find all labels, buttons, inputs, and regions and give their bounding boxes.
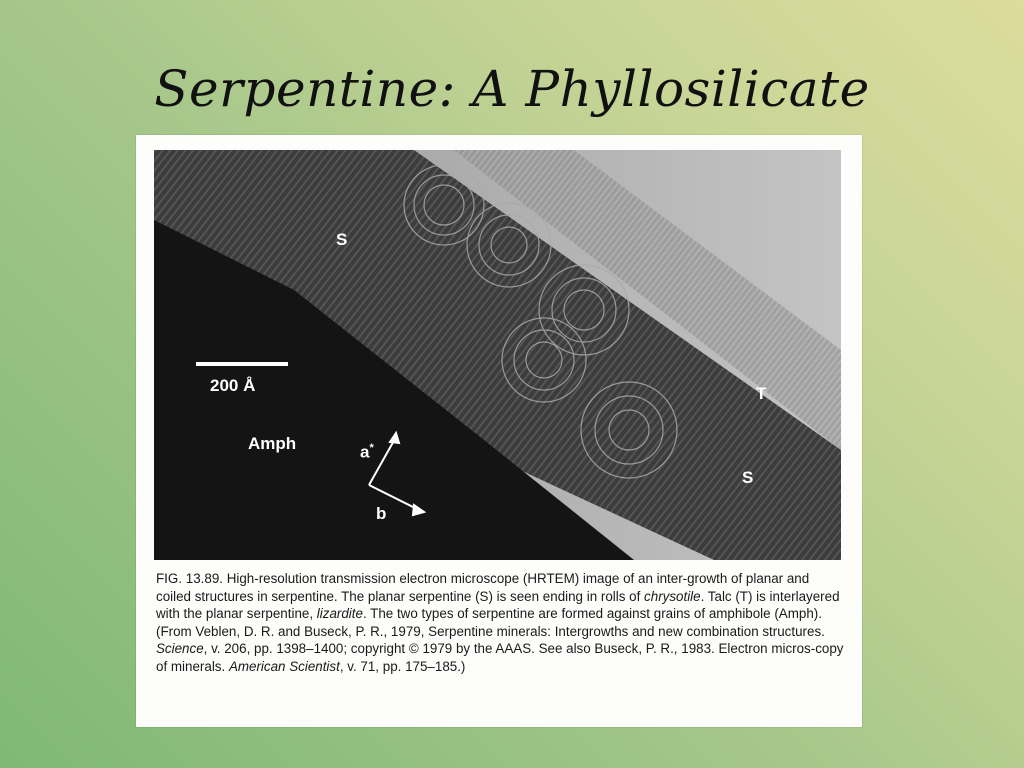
micrograph-image [154, 150, 841, 560]
hrtem-micrograph [154, 150, 841, 560]
label-s-top: S [336, 230, 348, 249]
label-t: T [756, 384, 767, 403]
label-amph: Amph [248, 434, 297, 453]
figure-caption: FIG. 13.89. High-resolution transmission electron microscope (HRTEM) image of an inter-growth of planar and coiled structures in serpentine. The planar serpentine (S) is seen ending in rolls of chrysotile. Talc (T) is interlayered with the planar serpentine, lizardite. The two types of serpentine are formed against grains of amphibole (Amph). (From Veblen, D. R. and Buseck, P. R., 1979, Serpentine minerals: Intergrowths and new combination structures. Science, v. 206, pp. 1398–1400; copyright © 1979 by the AAAS. See also Buseck, P. R., 1983. Electron micros-copy of minerals. American Scientist, v. 71, pp. 175–185.) [156, 571, 844, 674]
label-scale: 200 Å [210, 376, 256, 395]
label-a-star: a* [360, 442, 374, 462]
label-s-right: S [742, 468, 754, 487]
label-b: b [376, 504, 387, 523]
scale-bar [196, 362, 288, 366]
figure-card [136, 135, 862, 727]
slide-title: Serpentine: A Phyllosilicate [154, 60, 870, 118]
